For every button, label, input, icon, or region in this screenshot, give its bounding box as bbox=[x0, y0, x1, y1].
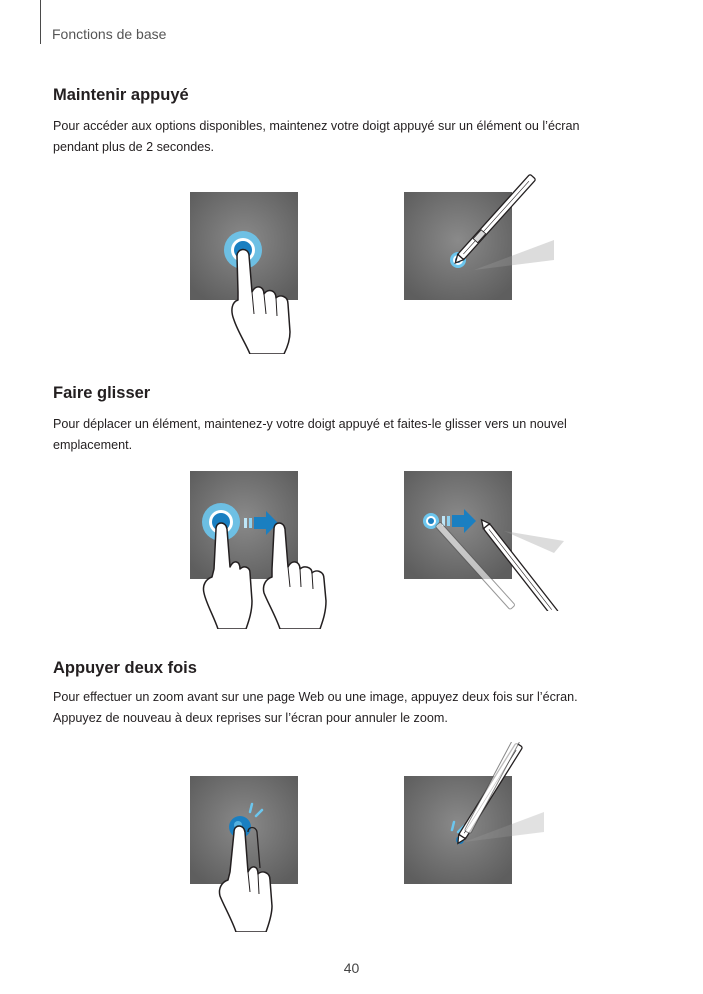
section-title-double-tap: Appuyer deux fois bbox=[53, 659, 197, 677]
section-body-double-tap bbox=[53, 687, 633, 729]
double-tap-pen-illustration bbox=[404, 742, 564, 886]
page-number: 40 bbox=[343, 960, 360, 976]
section-body-drag bbox=[53, 414, 633, 456]
section-body-line: Pour effectuer un zoom avant sur une page Web ou une image, appuyez deux fois sur l’écran. bbox=[53, 690, 578, 704]
drag-finger-illustration bbox=[190, 471, 350, 629]
chapter-title: Fonctions de base bbox=[52, 26, 167, 42]
section-body-line: Pour accéder aux options disponibles, maintenez votre doigt appuyé sur un élément ou l’écran bbox=[53, 119, 580, 133]
section-body-line: pendant plus de 2 secondes. bbox=[53, 140, 215, 154]
drag-pen-illustration bbox=[404, 471, 584, 611]
section-body-line: emplacement. bbox=[53, 438, 133, 452]
double-tap-finger-illustration bbox=[190, 776, 310, 932]
section-body-line: Appuyez de nouveau à deux reprises sur l’écran pour annuler le zoom. bbox=[53, 711, 448, 725]
section-title-long-press: Maintenir appuyé bbox=[53, 86, 189, 104]
section-title-drag: Faire glisser bbox=[53, 384, 151, 402]
section-body-long-press bbox=[53, 116, 633, 158]
long-press-pen-illustration bbox=[404, 170, 564, 302]
section-body-line: Pour déplacer un élément, maintenez-y votre doigt appuyé et faites-le glisser vers un nouvel bbox=[53, 417, 567, 431]
header-rule bbox=[40, 0, 41, 44]
long-press-finger-illustration bbox=[190, 192, 310, 354]
